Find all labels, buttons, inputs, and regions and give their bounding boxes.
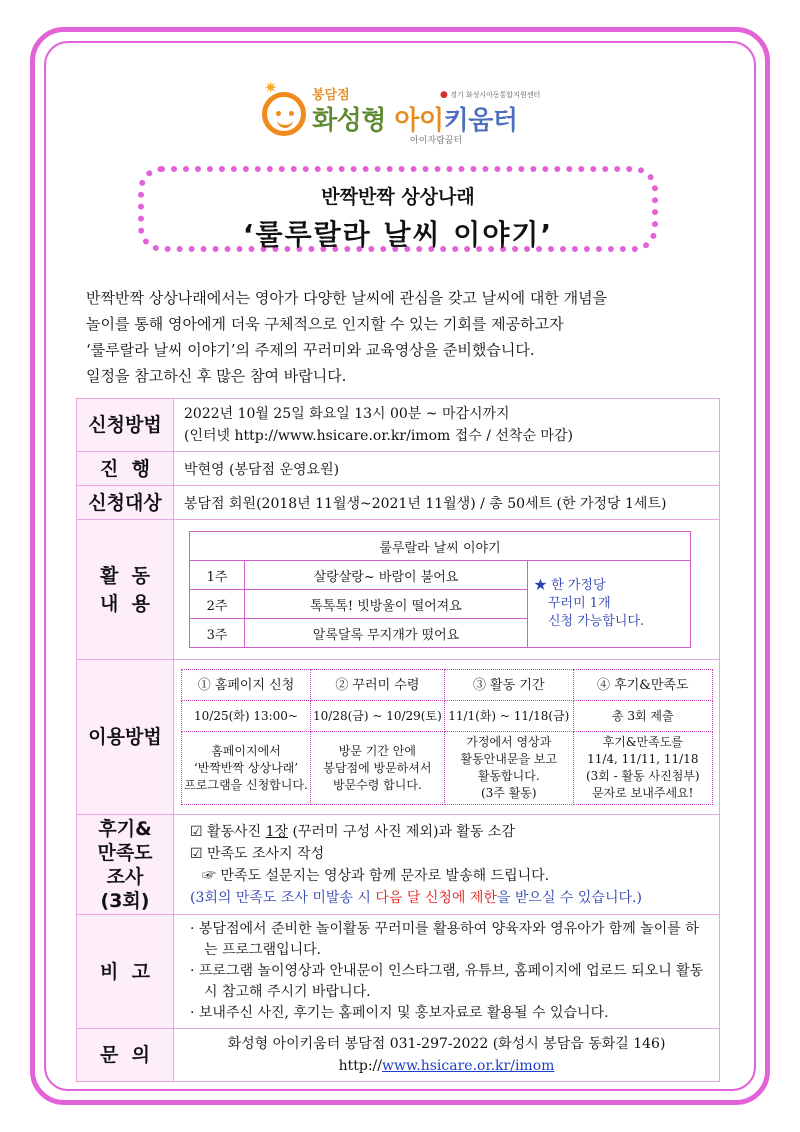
eye-icon: [289, 111, 294, 116]
logo-name-part2: 아이: [394, 106, 444, 136]
info-table: [76, 398, 720, 1082]
review-item1-suffix: (꾸러미 구성 사진 제외)과 활동 소감: [288, 823, 515, 840]
activity-note: [528, 561, 691, 648]
contact-line2: [184, 1055, 709, 1077]
usage-desc-line: ‘반짝반짝 상상나래’: [193, 760, 299, 775]
target-value: 봉담점 회원(2018년 11월생~2021년 11월생) / 총 50세트 (한 가정당 1세트): [174, 486, 720, 520]
usage-desc-line: 방문수령 합니다.: [332, 777, 422, 792]
usage-step-desc: [311, 732, 445, 805]
eye-icon: [276, 111, 281, 116]
review-warn-blue1: (3회의 만족도 조사 미발송 시: [190, 889, 376, 906]
logo-center-name: ● 경기 화성시아동통합지원센터: [440, 90, 541, 100]
logo-branch: 봉담점: [312, 88, 350, 103]
label-activity-1: 활 동: [100, 564, 150, 587]
row-target: [77, 486, 720, 520]
logo-name-part1: 화성형: [312, 106, 386, 136]
label-review-line: 조사: [106, 865, 144, 888]
usage-desc-line: 활동합니다.: [477, 769, 540, 783]
label-activity: [77, 520, 174, 660]
activity-week: 3주: [190, 619, 245, 648]
usage-title-row: [182, 670, 713, 701]
intro-line: 반짝반짝 상상나래에서는 영아가 다양한 날씨에 관심을 갖고 날씨에 대한 개념을: [86, 289, 608, 307]
remarks-list: [188, 919, 709, 1024]
remark-item: · 봉담점에서 준비한 놀이활동 꾸러미를 활용하여 양육자와 영유아가 함께 놀이를 하는 프로그램입니다.: [190, 921, 699, 958]
usage-step-date: 11/1(화) ~ 11/18(금): [444, 701, 573, 732]
activity-header: 룰루랄라 날씨 이야기: [190, 532, 691, 561]
review-warning: [190, 887, 709, 909]
activity-name: 톡톡톡! 빗방울이 떨어져요: [245, 590, 528, 619]
usage-desc-line: 봉담점에 방문하셔서: [323, 760, 432, 775]
review-item1-prefix: ☑ 활동사진: [190, 823, 266, 840]
row-contact: [77, 1029, 720, 1082]
activity-note-line: ★ 한 가정당: [534, 578, 606, 593]
activity-name: 살랑살랑~ 바람이 불어요: [245, 561, 528, 590]
label-contact: 문 의: [77, 1029, 174, 1082]
label-remarks: 비 고: [77, 915, 174, 1029]
usage-step-title: ③ 활동 기간: [444, 670, 573, 701]
intro-line: ‘룰루랄라 날씨 이야기’의 주제의 꾸러미와 교육영상을 준비했습니다.: [86, 341, 535, 359]
logo-center-text: 경기 화성시아동통합지원센터: [450, 91, 541, 99]
row-apply: [77, 399, 720, 452]
label-usage: 이용방법: [77, 660, 174, 815]
label-host: 진 행: [77, 452, 174, 486]
usage-step-date: 총 3회 제출: [573, 701, 712, 732]
intro-text: [86, 285, 726, 389]
intro-line: 놀이를 통해 영아에게 더욱 구체적으로 인지할 수 있는 기회를 제공하고자: [86, 315, 564, 333]
usage-desc-line: 문자로 보내주세요!: [592, 786, 694, 800]
label-review-line: (3회): [100, 889, 150, 912]
smiley-face-icon: [262, 92, 306, 136]
row-review: [77, 815, 720, 915]
label-target: 신청대상: [77, 486, 174, 520]
remark-item: · 프로그램 놀이영상과 안내문이 인스타그램, 유튜브, 홈페이지에 업로드 되오니 활동 시 참고해 주시기 바랍니다.: [190, 963, 704, 1000]
usage-step-date: 10/28(금) ~ 10/29(토): [311, 701, 445, 732]
apply-line2: (인터넷 http://www.hsicare.or.kr/imom 접수 / 선착순 마감): [184, 428, 573, 444]
title-line2: ‘룰루랄라 날씨 이야기’: [242, 218, 554, 251]
label-apply: 신청방법: [77, 399, 174, 452]
usage-desc-line: 활동안내문을 보고: [460, 752, 558, 766]
activity-header-row: [190, 532, 691, 561]
usage-step-desc: [573, 732, 712, 805]
row-host: [77, 452, 720, 486]
label-review: [77, 815, 174, 915]
intro-line: 일정을 참고하신 후 많은 참여 바랍니다.: [86, 367, 347, 385]
usage-desc-row: [182, 732, 713, 805]
usage-cell: [174, 660, 720, 815]
usage-desc-line: 프로그램을 신청합니다.: [184, 777, 308, 792]
activity-table: [189, 531, 691, 648]
label-activity-2: 내 용: [100, 592, 150, 615]
review-item2: ☑ 만족도 조사지 작성: [190, 845, 325, 862]
review-warn-red: 다음 달 신청에 제한: [375, 889, 497, 906]
remark-item: · 보내주신 사진, 후기는 홈페이지 및 홍보자료로 활용될 수 있습니다.: [190, 1005, 609, 1021]
review-warn-blue2: 을 받으실 수 있습니다.): [496, 889, 642, 906]
logo-name-part3: 키움터: [443, 106, 518, 136]
review-item1-underline: 1장: [265, 823, 288, 840]
activity-week: 2주: [190, 590, 245, 619]
usage-step-desc: [444, 732, 573, 805]
usage-desc-line: 후기&만족도를: [602, 735, 683, 749]
mouth-icon: [277, 117, 293, 128]
review-value: [174, 815, 720, 915]
activity-note-line: 신청 가능합니다.: [548, 614, 645, 629]
usage-desc-line: (3주 활동): [480, 786, 537, 800]
sparkle-icon: ✷: [264, 78, 278, 97]
logo: [262, 80, 552, 150]
label-review-line: 만족도: [97, 841, 153, 864]
usage-desc-line: 방문 기간 안에: [338, 743, 416, 758]
activity-cell: [174, 520, 720, 660]
usage-step-desc: [182, 732, 311, 805]
activity-note-line: 꾸러미 1개: [548, 596, 611, 611]
usage-step-title: ④ 후기&만족도: [573, 670, 712, 701]
logo-sub: 아이자람꿈터: [410, 136, 463, 146]
contact-value: [174, 1029, 720, 1082]
usage-desc-line: 11/4, 11/11, 11/18: [587, 752, 699, 766]
usage-desc-line: 홈페이지에서: [211, 743, 281, 758]
usage-desc-line: 가정에서 영상과: [466, 735, 552, 749]
contact-url-prefix: http://: [338, 1058, 382, 1074]
usage-step-title: ① 홈페이지 신청: [182, 670, 311, 701]
review-item3: ☞ 만족도 설문지는 영상과 함께 문자로 발송해 드립니다.: [202, 867, 550, 884]
row-remarks: [77, 915, 720, 1029]
usage-desc-line: (3회 - 활동 사진첨부): [585, 769, 700, 783]
usage-date-row: [182, 701, 713, 732]
row-usage: [77, 660, 720, 815]
row-activity: [77, 520, 720, 660]
label-review-line: 후기&: [98, 817, 152, 840]
remarks-value: [174, 915, 720, 1029]
apply-value: [174, 399, 720, 452]
activity-name: 알록달록 무지개가 떴어요: [245, 619, 528, 648]
contact-line1: 화성형 아이키움터 봉담점 031-297-2022 (화성시 봉담읍 동화길 146): [227, 1036, 666, 1052]
host-value: 박현영 (봉담점 운영요원): [174, 452, 720, 486]
activity-row: [190, 561, 691, 590]
usage-step-date: 10/25(화) 13:00~: [182, 701, 311, 732]
title-line1: 반짝반짝 상상나래: [321, 186, 475, 208]
contact-url-link[interactable]: www.hsicare.or.kr/imom: [381, 1058, 555, 1074]
review-item1: [190, 821, 709, 843]
logo-name: [312, 100, 518, 137]
apply-line1: 2022년 10월 25일 화요일 13시 00분 ~ 마감시까지: [184, 406, 510, 422]
usage-table: [181, 669, 713, 805]
usage-step-title: ② 꾸러미 수령: [311, 670, 445, 701]
title-box: [138, 166, 658, 252]
activity-week: 1주: [190, 561, 245, 590]
